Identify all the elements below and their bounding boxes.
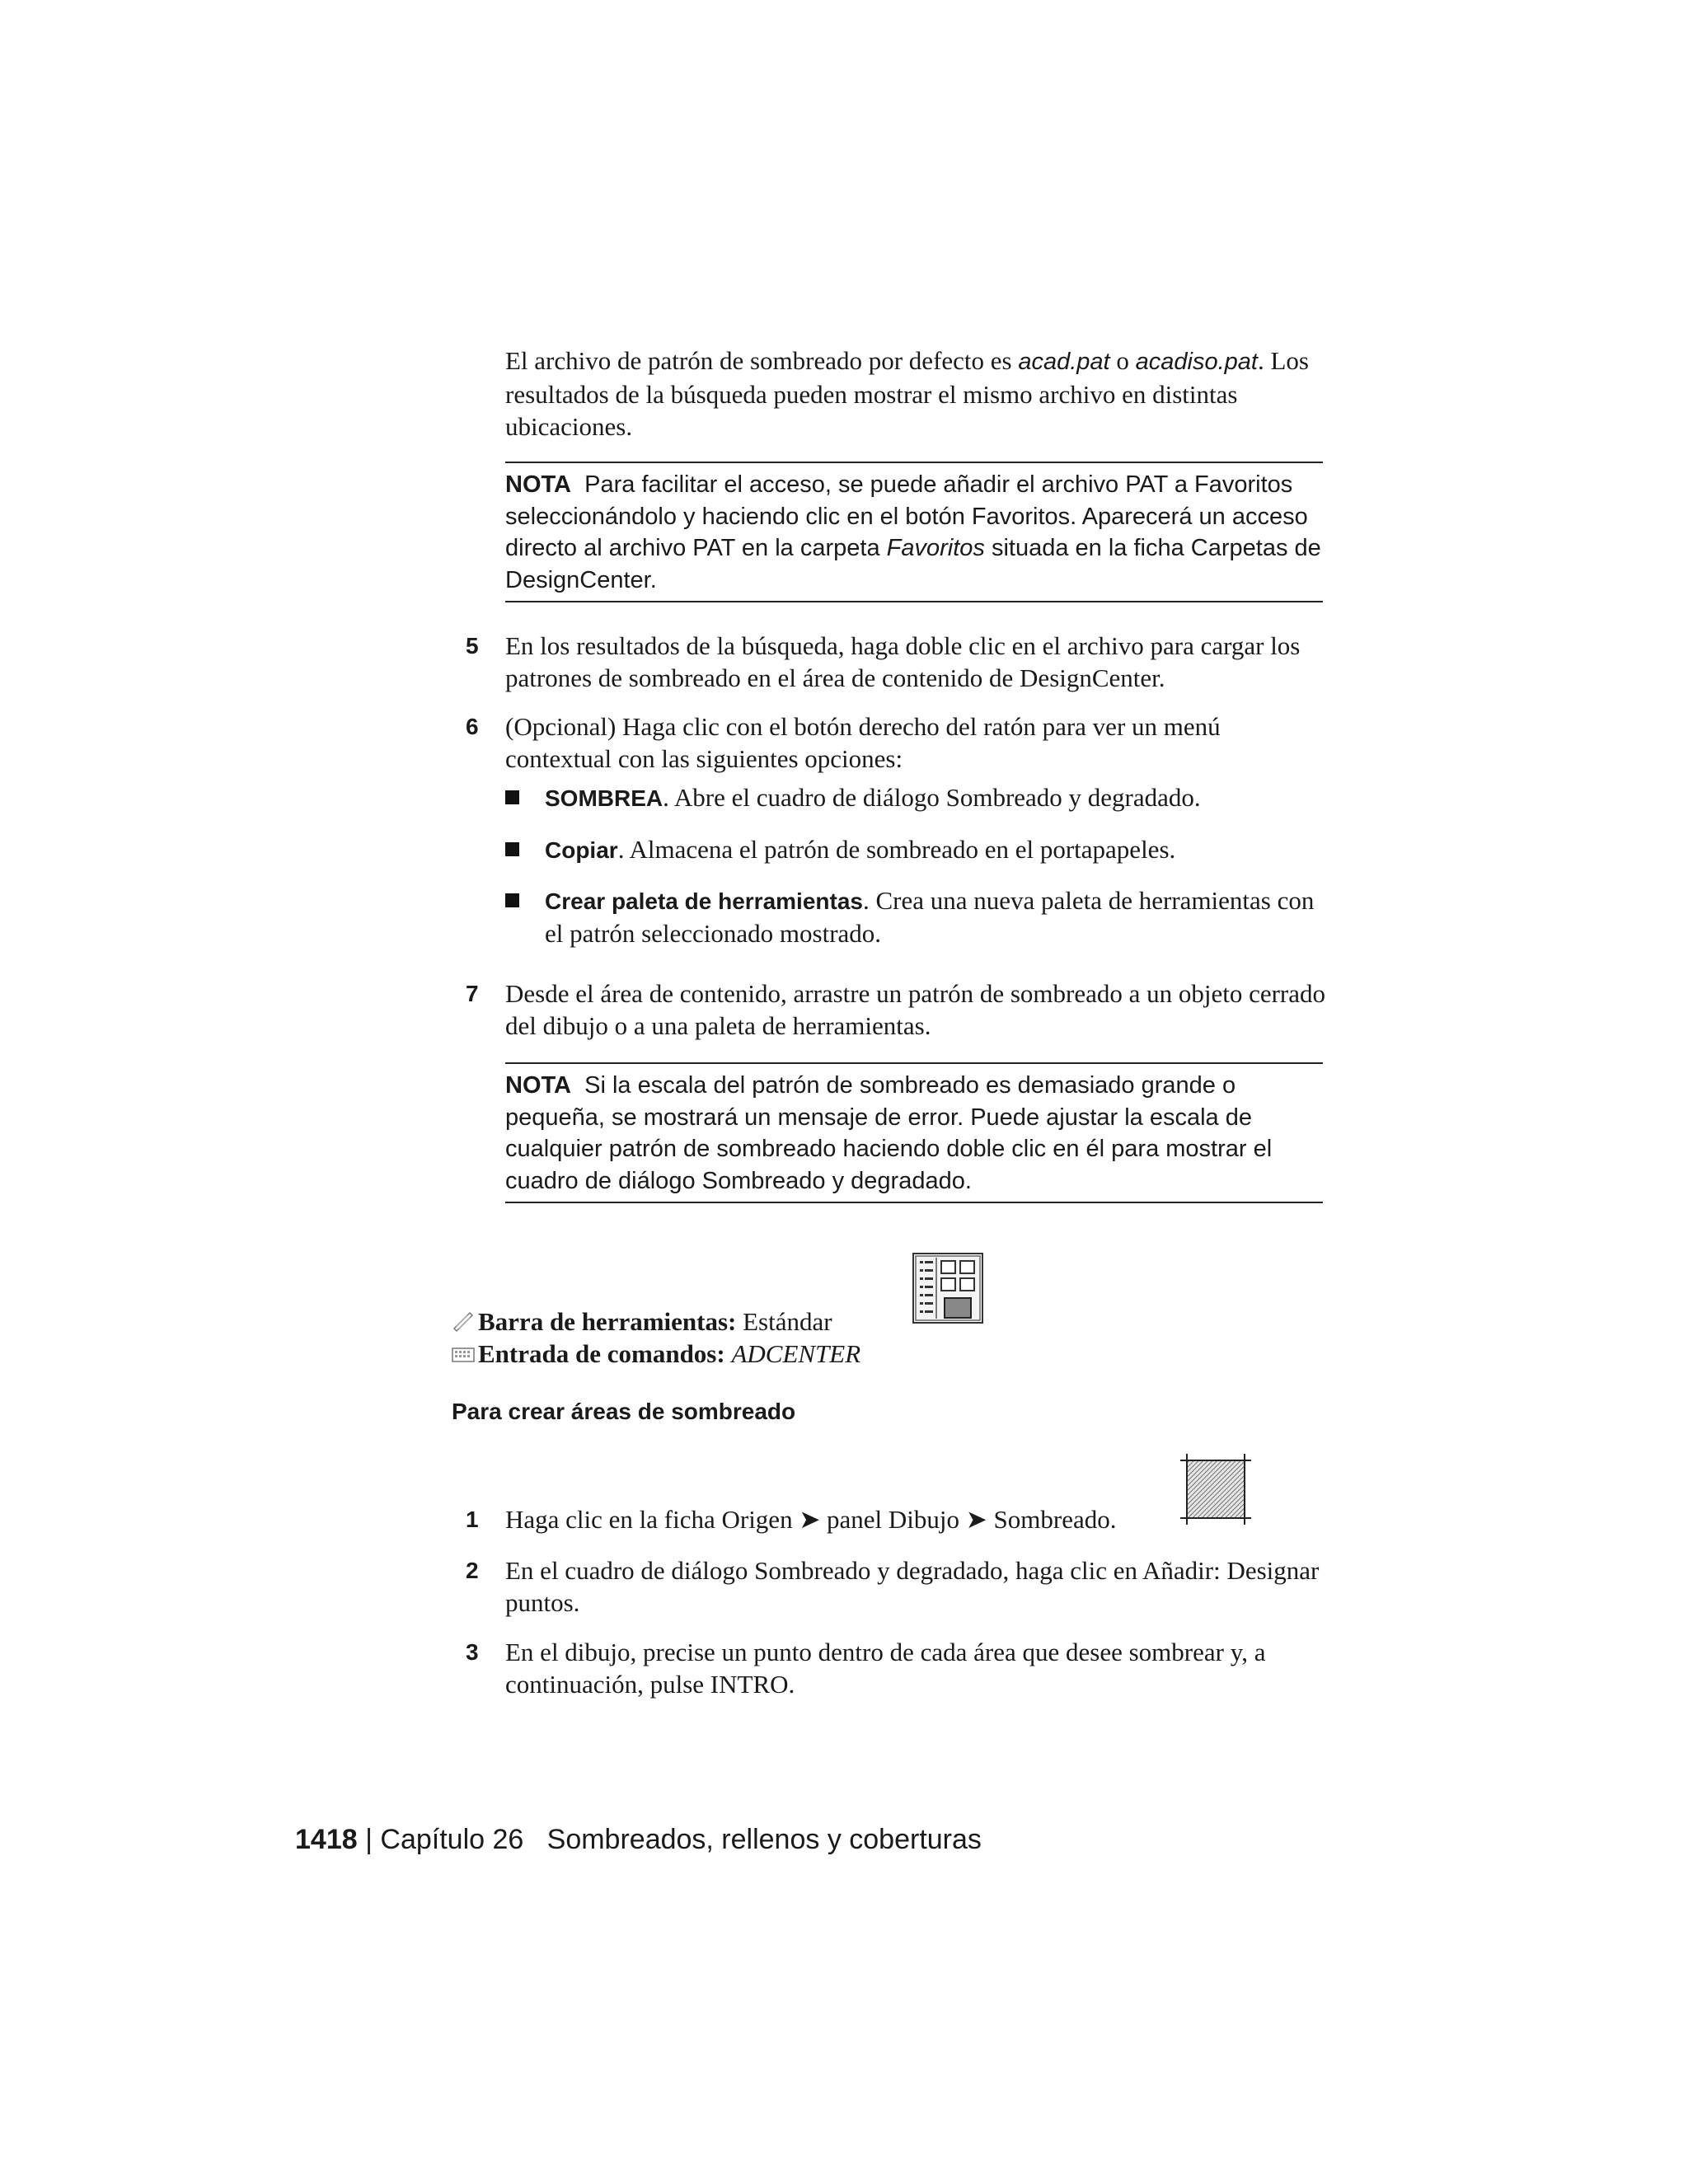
bullet-square-icon — [505, 842, 519, 856]
step-number: 7 — [466, 981, 479, 1006]
chapter-title: Sombreados, rellenos y coberturas — [546, 1824, 982, 1855]
note-box-1 — [505, 462, 1323, 602]
intro-paragraph — [505, 344, 1329, 443]
chapter-label: Capítulo 26 — [380, 1824, 524, 1855]
bullet-term: Crear paleta de herramientas — [545, 888, 863, 914]
step-number: 5 — [466, 633, 479, 658]
command-reference — [452, 1338, 860, 1370]
bullet-desc: . Abre el cuadro de diálogo Sombreado y degradado. — [663, 783, 1201, 812]
intro-mid: o — [1109, 346, 1136, 375]
note-box-2 — [505, 1062, 1323, 1203]
note-text: Para facilitar el acceso, se puede añadir el archivo PAT a Favoritos seleccionándolo y haciendo clic en el botón Favoritos. Aparecerá un acceso directo al archivo PAT en la carpeta — [505, 471, 1308, 561]
bullet-term: SOMBREA — [545, 785, 663, 811]
step-text: En los resultados de la búsqueda, haga doble clic en el archivo para cargar los patrones de sombreado en el área de contenido de DesignCenter. — [505, 631, 1301, 692]
note-italic: Favoritos — [886, 535, 985, 561]
note-label: NOTA — [505, 471, 572, 498]
note-text-post: situada en la ficha Carpetas de DesignCenter. — [505, 535, 1321, 593]
step-text: En el cuadro de diálogo Sombreado y degradado, haga clic en Añadir: Designar puntos. — [505, 1556, 1320, 1617]
command-value: ADCENTER — [731, 1339, 861, 1368]
step-text: Haga clic en la ficha Origen ➤ panel Dibujo ➤ Sombreado. — [505, 1505, 1117, 1534]
intro-rest: Los resultados de la búsqueda pueden mostrar el mismo archivo en distintas ubicaciones. — [505, 346, 1309, 441]
step-number: 3 — [466, 1639, 479, 1665]
toolbar-reference — [452, 1305, 832, 1338]
step-text: Desde el área de contenido, arrastre un patrón de sombreado a un objeto cerrado del dibujo o a una paleta de herramientas. — [505, 979, 1326, 1040]
bullet-term: Copiar — [545, 837, 618, 863]
toolbar-icon — [452, 1310, 475, 1333]
step-number: 1 — [466, 1507, 479, 1532]
bullet-square-icon — [505, 790, 519, 804]
note-text: Si la escala del patrón de sombreado es demasiado grande o pequeña, se mostrará un mensaje de error. Puede ajustar la escala de cualquier patrón de sombreado haciendo doble clic en él para mostrar el cuadro de diálogo Sombreado y degradado. — [505, 1072, 1273, 1194]
step-text: En el dibujo, precise un punto dentro de cada área que desee sombrear y, a continuación, pulse INTRO. — [505, 1638, 1266, 1699]
keyboard-icon — [452, 1346, 475, 1364]
designcenter-icon — [912, 1253, 983, 1328]
bullet-desc: . Crea una nueva paleta de herramientas con el patrón seleccionado mostrado. — [545, 886, 1315, 948]
step-text: (Opcional) Haga clic con el botón derecho del ratón para ver un menú contextual con las siguientes opciones: — [505, 712, 1221, 773]
intro-text-pre: El archivo de patrón de sombreado por defecto es — [505, 346, 1019, 375]
bullet-desc: . Almacena el patrón de sombreado en el portapapeles. — [617, 835, 1176, 864]
note-label: NOTA — [505, 1072, 572, 1099]
toolbar-value: Estándar — [743, 1307, 832, 1336]
step-number: 2 — [466, 1558, 479, 1583]
intro-post: . — [1257, 346, 1264, 375]
toolbar-label: Barra de herramientas: — [478, 1307, 737, 1336]
footer-separator: | — [365, 1824, 373, 1855]
page-number: 1418 — [295, 1824, 358, 1855]
command-label: Entrada de comandos: — [478, 1339, 725, 1368]
page-footer — [295, 1824, 982, 1856]
file-acadiso: acadiso.pat — [1135, 349, 1258, 375]
section-heading: Para crear áreas de sombreado — [452, 1399, 796, 1424]
step-number: 6 — [466, 714, 479, 739]
file-acad: acad.pat — [1018, 349, 1110, 375]
bullet-square-icon — [505, 893, 519, 907]
